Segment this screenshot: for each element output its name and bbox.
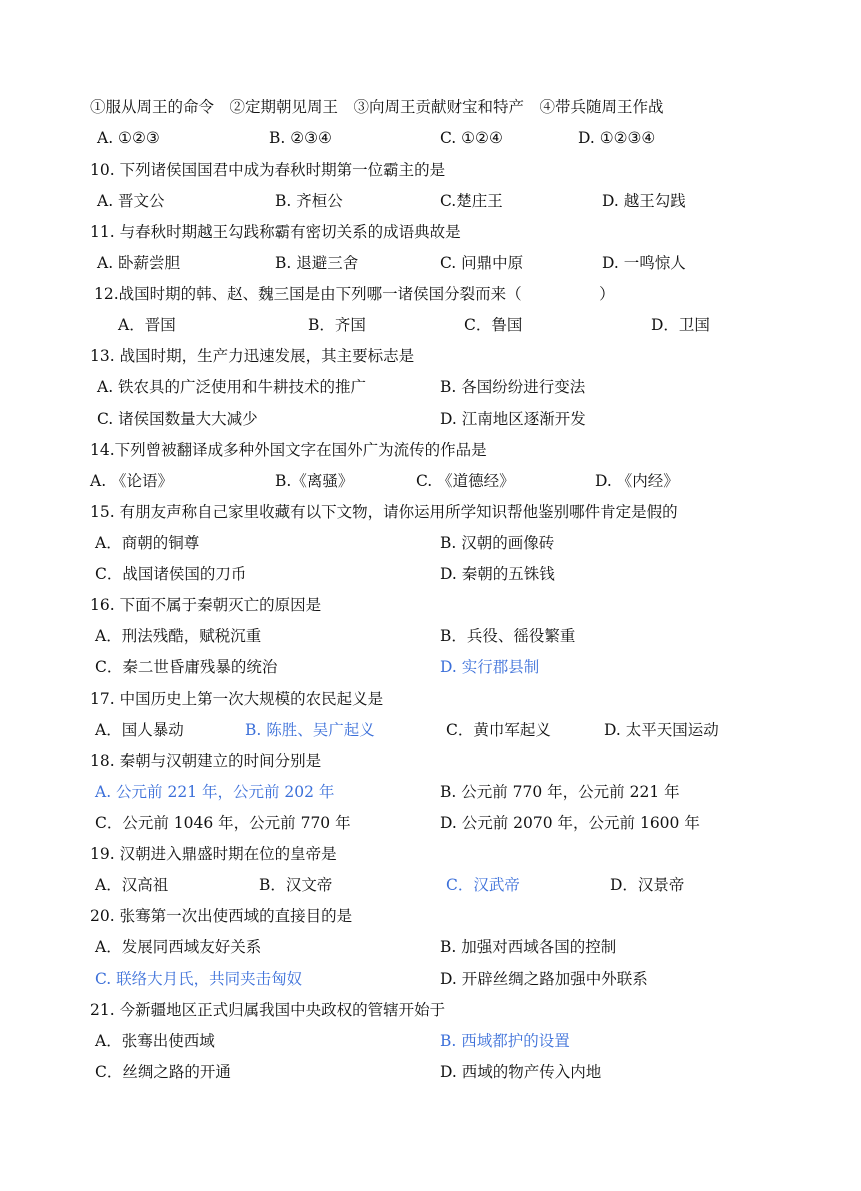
q9-option-d: D. ①②③④ xyxy=(578,129,656,147)
q11-option-a: A. 卧薪尝胆 xyxy=(97,254,181,272)
q18-stem: 18. 秦朝与汉朝建立的时间分别是 xyxy=(90,752,322,770)
q14-option-a: A. 《论语》 xyxy=(90,472,174,490)
q13-stem: 13. 战国时期，生产力迅速发展，其主要标志是 xyxy=(90,347,415,365)
q15-option-a: A．商朝的铜尊 xyxy=(95,534,200,552)
q20-option-d: D. 开辟丝绸之路加强中外联系 xyxy=(440,970,648,988)
q14-option-c: C. 《道德经》 xyxy=(416,472,515,490)
q20-option-b: B. 加强对西域各国的控制 xyxy=(440,938,617,956)
q21-option-b-answer: B. 西域都护的设置 xyxy=(440,1032,570,1050)
q12-option-b: B．齐国 xyxy=(308,316,366,334)
q15-stem: 15. 有朋友声称自己家里收藏有以下文物，请你运用所学知识帮他鉴别哪件肯定是假的 xyxy=(90,503,678,521)
q17-option-d: D. 太平天国运动 xyxy=(604,721,719,739)
q19-option-a: A．汉高祖 xyxy=(95,876,169,894)
q14-option-d: D. 《内经》 xyxy=(595,472,679,490)
q19-stem: 19. 汉朝进入鼎盛时期在位的皇帝是 xyxy=(90,845,337,863)
q16-option-c: C．秦二世昏庸残暴的统治 xyxy=(95,658,278,676)
q9-statements: ①服从周王的命令 ②定期朝见周王 ③向周王贡献财宝和特产 ④带兵随周王作战 xyxy=(90,98,664,116)
q13-option-b: B. 各国纷纷进行变法 xyxy=(440,378,586,396)
q11-stem: 11. 与春秋时期越王勾践称霸有密切关系的成语典故是 xyxy=(90,223,461,241)
q10-option-d: D. 越王勾践 xyxy=(602,192,686,210)
q9-option-b: B. ②③④ xyxy=(269,129,332,147)
q21-option-c: C．丝绸之路的开通 xyxy=(95,1063,231,1081)
q16-option-b: B．兵役、徭役繁重 xyxy=(440,627,576,645)
q11-option-c: C. 问鼎中原 xyxy=(440,254,524,272)
q9-option-a: A. ①②③ xyxy=(97,129,160,147)
q19-option-d: D．汉景帝 xyxy=(610,876,685,894)
q17-option-b-answer: B. 陈胜、吴广起义 xyxy=(245,721,375,739)
q10-option-b: B. 齐桓公 xyxy=(275,192,343,210)
q16-option-d-answer: D. 实行郡县制 xyxy=(440,658,540,676)
q21-stem: 21. 今新疆地区正式归属我国中央政权的管辖开始于 xyxy=(90,1001,446,1019)
q18-option-b: B. 公元前 770 年，公元前 221 年 xyxy=(440,783,680,801)
q16-stem: 16. 下面不属于秦朝灭亡的原因是 xyxy=(90,596,322,614)
q13-option-a: A. 铁农具的广泛使用和牛耕技术的推广 xyxy=(97,378,367,396)
q21-option-d: D. 西域的物产传入内地 xyxy=(440,1063,602,1081)
q9-option-c: C. ①②④ xyxy=(440,129,503,147)
q10-option-c: C.楚庄王 xyxy=(440,192,503,210)
q20-stem: 20. 张骞第一次出使西域的直接目的是 xyxy=(90,907,353,925)
q19-option-c-answer: C．汉武帝 xyxy=(446,876,520,894)
q17-stem: 17. 中国历史上第一次大规模的农民起义是 xyxy=(90,690,384,708)
q21-option-a: A．张骞出使西域 xyxy=(95,1032,215,1050)
q13-option-c: C. 诸侯国数量大大减少 xyxy=(97,410,258,428)
q17-option-c: C．黄巾军起义 xyxy=(446,721,551,739)
q17-option-a: A．国人暴动 xyxy=(95,721,184,739)
q11-option-b: B. 退避三舍 xyxy=(275,254,359,272)
q12-option-a: A．晋国 xyxy=(118,316,176,334)
q11-option-d: D. 一鸣惊人 xyxy=(602,254,686,272)
q18-option-a-answer: A. 公元前 221 年，公元前 202 年 xyxy=(95,783,335,801)
q20-option-c-answer: C. 联络大月氏，共同夹击匈奴 xyxy=(95,970,303,988)
q12-option-c: C．鲁国 xyxy=(464,316,523,334)
q14-option-b: B.《离骚》 xyxy=(275,472,354,490)
q18-option-d: D. 公元前 2070 年，公元前 1600 年 xyxy=(440,814,700,832)
q15-option-b: B. 汉朝的画像砖 xyxy=(440,534,555,552)
q20-option-a: A．发展同西域友好关系 xyxy=(95,938,262,956)
q15-option-c: C．战国诸侯国的刀币 xyxy=(95,565,247,583)
q13-option-d: D. 江南地区逐渐开发 xyxy=(440,410,586,428)
q12-option-d: D．卫国 xyxy=(651,316,710,334)
q10-stem: 10. 下列诸侯国国君中成为春秋时期第一位霸主的是 xyxy=(90,161,446,179)
q12-stem: 12.战国时期的韩、赵、魏三国是由下列哪一诸侯国分裂而来（ ） xyxy=(94,285,615,303)
q16-option-a: A．刑法残酷，赋税沉重 xyxy=(95,627,262,645)
q14-stem: 14.下列曾被翻译成多种外国文字在国外广为流传的作品是 xyxy=(90,441,487,459)
q10-option-a: A. 晋文公 xyxy=(97,192,165,210)
q19-option-b: B．汉文帝 xyxy=(259,876,333,894)
q15-option-d: D. 秦朝的五铢钱 xyxy=(440,565,555,583)
q18-option-c: C．公元前 1046 年，公元前 770 年 xyxy=(95,814,351,832)
